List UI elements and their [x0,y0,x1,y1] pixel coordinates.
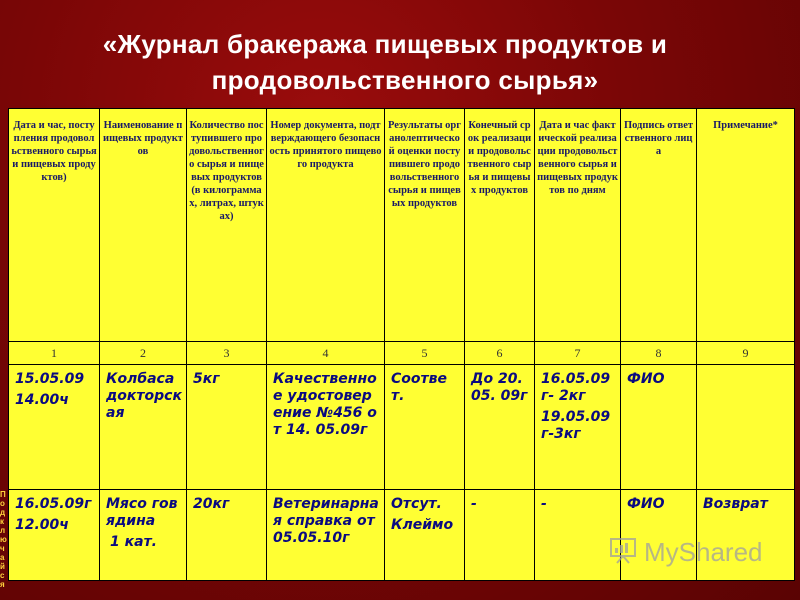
header-cell: Дата и час, поступления продовольственного сырья и пищевых продуктов) [9,109,100,342]
column-number: 6 [465,342,535,365]
cell-note: Возврат [697,490,795,581]
cell-date-received [9,365,100,490]
date-text: 15.05.09 [15,371,85,387]
result-text: Отсут. [391,496,442,512]
page-title [0,26,800,98]
header-cell: Конечный срок реализации продовольственного сырья и пищевых продуктов [465,109,535,342]
column-number: 8 [621,342,697,365]
column-number: 3 [187,342,267,365]
column-number: 2 [100,342,187,365]
presentation-board-icon [608,535,638,570]
header-cell: Результаты органолептической оценки поступившего продовольственного сырья и пищевых продуктов [385,109,465,342]
sale-entry: 19.05.09г-3кг [541,409,611,442]
cell-product-name: Колбаса докторская [100,365,187,490]
date-text: 16.05.09г [15,496,92,512]
title-line-1: «Журнал бракеража пищевых продуктов и [102,29,668,59]
cell-date-received [9,490,100,581]
result-text: Клеймо [391,517,454,533]
cell-expiry: - [465,490,535,581]
cell-note [697,365,795,490]
column-number: 5 [385,342,465,365]
cell-organoleptic-result [385,490,465,581]
cell-document: Ветеринарная справка от 05.05.10г [267,490,385,581]
cell-product-name [100,490,187,581]
cell-expiry: До 20.05. 09г [465,365,535,490]
header-cell: Наименование пищевых продуктов [100,109,187,342]
cell-document: Качественное удостоверение №456 от 14. 05.09г [267,365,385,490]
watermark [608,535,763,570]
cell-signature: ФИО [621,490,697,581]
header-cell: Количество поступившего продовольственного сырья и пищевых продуктов (в килограммах, литрах, штуках) [187,109,267,342]
sale-entry: 16.05.09г- 2кг [541,371,611,404]
sidebar-vertical-text[interactable]: Подключайся [0,490,7,589]
cell-signature: ФИО [621,365,697,490]
cell-actual-sale: - [535,490,621,581]
header-cell: Номер документа, подтверждающего безопасность принятого пищевого продукта [267,109,385,342]
cell-quantity: 20кг [187,490,267,581]
title-line-2: продовольственного сырья» [211,65,599,95]
product-text: Мясо говядина [106,496,178,529]
header-cell: Дата и час фактической реализации продовольственного сырья и пищевых продуктов по дням [535,109,621,342]
cell-quantity: 5кг [187,365,267,490]
cell-organoleptic-result: Соответ. [385,365,465,490]
table-row [9,365,795,490]
category-text: 1 кат. [110,534,157,550]
header-cell: Подпись ответственного лица [621,109,697,342]
time-text: 14.00ч [15,392,69,408]
rejection-journal-table [8,108,795,581]
column-number: 7 [535,342,621,365]
column-number: 4 [267,342,385,365]
column-number-row [9,342,795,365]
column-number: 9 [697,342,795,365]
column-number: 1 [9,342,100,365]
watermark-text: MyShared [644,537,763,567]
time-text: 12.00ч [15,517,69,533]
header-cell: Примечание* [697,109,795,342]
cell-actual-sale [535,365,621,490]
table-header-row [9,109,795,342]
